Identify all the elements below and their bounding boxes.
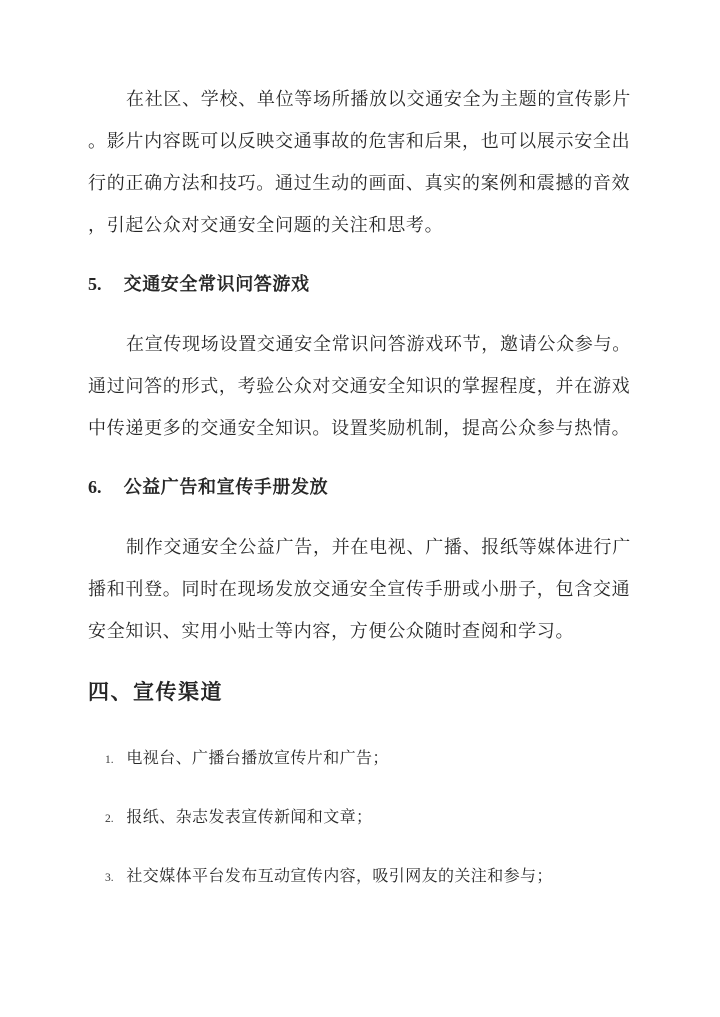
paragraph-line: 制作交通安全公益广告，并在电视、广播、报纸等媒体进行广 bbox=[126, 537, 631, 557]
paragraph-line: 通过问答的形式，考验公众对交通安全知识的掌握程度，并在游戏 bbox=[88, 376, 631, 396]
chapter-4-heading: 四、宣传渠道 bbox=[88, 680, 223, 704]
paragraph-line: 在社区、学校、单位等场所播放以交通安全为主题的宣传影片 bbox=[126, 89, 631, 109]
paragraph-line: 在宣传现场设置交通安全常识问答游戏环节，邀请公众参与。 bbox=[126, 334, 631, 354]
paragraph-film bbox=[88, 78, 632, 246]
list-item bbox=[88, 738, 632, 781]
paragraph-line: 安全知识、实用小贴士等内容，方便公众随时查阅和学习。 bbox=[88, 621, 575, 641]
section-6-number: 6. bbox=[88, 477, 102, 497]
section-5-title: 交通安全常识问答游戏 bbox=[123, 274, 310, 294]
paragraph-line: 。影片内容既可以反映交通事故的危害和后果，也可以展示安全出 bbox=[88, 131, 631, 151]
section-6-heading bbox=[88, 466, 632, 508]
section-5-heading bbox=[88, 263, 632, 305]
list-item bbox=[88, 797, 632, 840]
section-5-number: 5. bbox=[88, 274, 102, 294]
paragraph-line: 中传递更多的交通安全知识。设置奖励机制，提高公众参与热情。 bbox=[88, 418, 631, 438]
list-item-number: 2. bbox=[105, 813, 114, 825]
paragraph-line: 行的正确方法和技巧。通过生动的画面、真实的案例和震撼的音效 bbox=[88, 173, 631, 193]
list-item-text: 社交媒体平台发布互动宣传内容，吸引网友的关注和参与； bbox=[126, 868, 553, 885]
channel-list bbox=[88, 738, 632, 899]
list-item-number: 1. bbox=[105, 754, 114, 766]
paragraph-line: ，引起公众对交通安全问题的关注和思考。 bbox=[88, 215, 444, 235]
list-item-text: 报纸、杂志发表宣传新闻和文章； bbox=[126, 809, 373, 826]
paragraph-psa-brochure bbox=[88, 526, 632, 652]
paragraph-line: 播和刊登。同时在现场发放交通安全宣传手册或小册子，包含交通 bbox=[88, 579, 631, 599]
paragraph-quiz-game bbox=[88, 323, 632, 449]
list-item-number: 3. bbox=[105, 872, 114, 884]
section-6-title: 公益广告和宣传手册发放 bbox=[123, 477, 329, 497]
list-item bbox=[88, 856, 632, 899]
list-item-text: 电视台、广播台播放宣传片和广告； bbox=[126, 750, 389, 767]
